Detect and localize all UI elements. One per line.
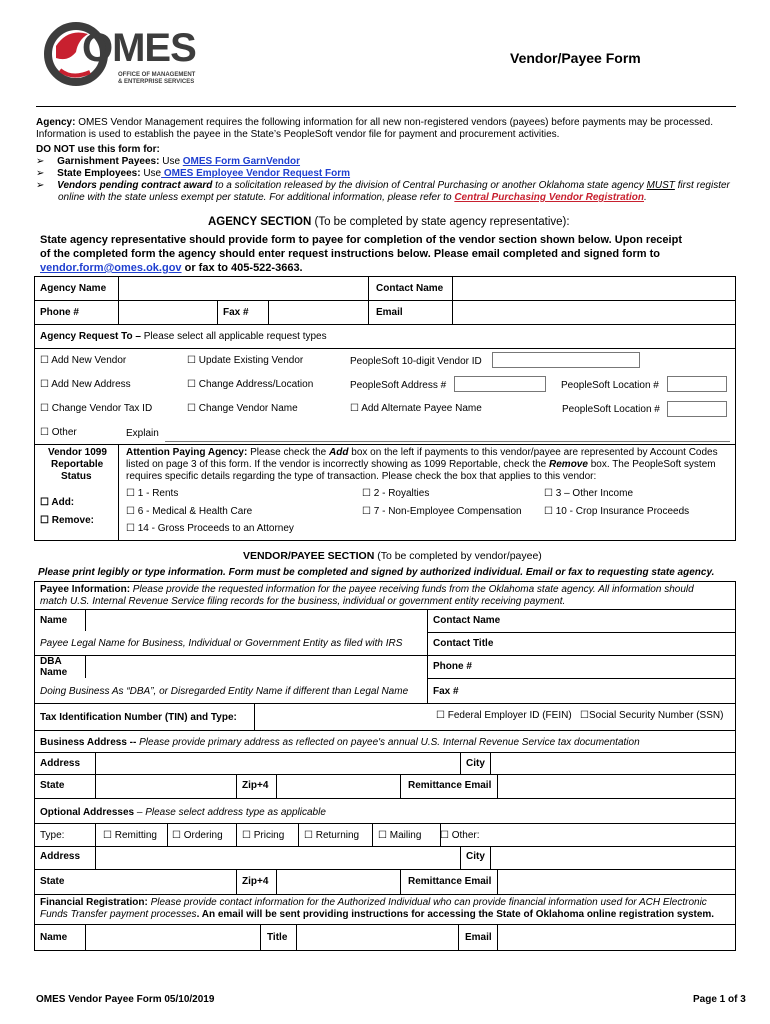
payee-fax-label: Fax # bbox=[433, 686, 459, 697]
contact-name-label: Contact Name bbox=[376, 283, 444, 294]
page-title: Vendor/Payee Form bbox=[510, 50, 641, 66]
dba-name-input[interactable] bbox=[86, 656, 426, 677]
payee-phone-label: Phone # bbox=[433, 661, 472, 672]
business-state-input[interactable] bbox=[96, 775, 236, 798]
remove-1099-checkbox[interactable]: ☐ Remove: bbox=[40, 515, 94, 526]
nonemployee-comp-checkbox[interactable]: ☐ 7 - Non-Employee Compensation bbox=[362, 506, 522, 517]
phone-label: Phone # bbox=[40, 307, 79, 318]
agency-intro-2: Information is used to establish the payee in the State’s PeopleSoft vendor file for payment and procurement activities. bbox=[36, 129, 560, 140]
business-zip-input[interactable] bbox=[277, 775, 400, 798]
explain-input[interactable] bbox=[165, 426, 730, 442]
fin-title-label: Title bbox=[267, 932, 288, 943]
fin-email-label: Email bbox=[465, 932, 492, 943]
dba-note: Doing Business As “DBA”, or Disregarded Entity Name if different than Legal Name bbox=[40, 686, 409, 697]
vendor-1099-label-1: Vendor 1099 bbox=[48, 447, 107, 458]
optional-address-input[interactable] bbox=[96, 847, 460, 868]
crop-insurance-checkbox[interactable]: ☐ 10 - Crop Insurance Proceeds bbox=[544, 506, 690, 517]
tin-label: Tax Identification Number (TIN) and Type: bbox=[40, 712, 237, 723]
dba-name-label: Name bbox=[40, 667, 68, 678]
business-city-input[interactable] bbox=[491, 753, 735, 774]
add-alternate-payee-checkbox[interactable]: ☐ Add Alternate Payee Name bbox=[350, 403, 482, 414]
attention-line-2: listed on page 3 of this form. If the vendor is incorrectly showing as 1099 Reportable, check the Remove box. The PeopleSoft system bbox=[126, 459, 716, 470]
zip-label: Zip+4 bbox=[242, 780, 269, 791]
other-request-checkbox[interactable]: ☐ Other bbox=[40, 427, 77, 438]
agency-instructions-2: of the completed form the agency should enter request instructions below. Please email completed and signed form to bbox=[40, 248, 660, 260]
payee-name-label: Name bbox=[40, 615, 68, 626]
fin-email-input[interactable] bbox=[498, 925, 735, 950]
change-address-checkbox[interactable]: ☐ Change Address/Location bbox=[187, 379, 314, 390]
rents-checkbox[interactable]: ☐ 1 - Rents bbox=[126, 488, 179, 499]
logo-subtitle-2: & ENTERPRISE SERVICES bbox=[118, 79, 195, 85]
optional-address-label: Address bbox=[40, 851, 81, 862]
optional-state-input[interactable] bbox=[96, 870, 236, 893]
state-employees-item: ➢ State Employees: Use OMES Employee Vendor Request Form bbox=[36, 168, 351, 179]
contact-title-label: Contact Title bbox=[433, 638, 494, 649]
attention-paying-agency: Attention Paying Agency: Please check the Add box on the left if payments to this vendor/payee are represented by Account Codes bbox=[126, 447, 718, 458]
fin-name-input[interactable] bbox=[86, 925, 260, 950]
agency-intro: Agency: OMES Vendor Management requires the following information for all new non-registered vendors (payees) before payments may be processed. bbox=[36, 117, 714, 128]
address-label: Address bbox=[40, 758, 81, 769]
payee-information-text: Payee Information: Please provide the requested information for the payee receiving funds from the Oklahoma state agency. All information should bbox=[40, 584, 694, 595]
payee-name-input[interactable] bbox=[86, 610, 426, 631]
payee-contact-name-input[interactable] bbox=[505, 610, 735, 631]
mailing-checkbox[interactable]: ☐ Mailing bbox=[378, 830, 422, 841]
gross-proceeds-checkbox[interactable]: ☐ 14 - Gross Proceeds to an Attorney bbox=[126, 523, 294, 534]
fin-title-input[interactable] bbox=[297, 925, 458, 950]
change-vendor-tax-id-checkbox[interactable]: ☐ Change Vendor Tax ID bbox=[40, 403, 153, 414]
optional-addresses-heading: Optional Addresses – Please select address type as applicable bbox=[40, 807, 326, 818]
business-address-heading: Business Address -- Please provide primary address as reflected on payee's annual U.S. Internal Revenue Service tax documentation bbox=[40, 737, 640, 748]
financial-registration-text: Financial Registration: Please provide contact information for the Authorized Individual who can provide financial information used for ACH Electronic bbox=[40, 897, 707, 908]
update-existing-vendor-checkbox[interactable]: ☐ Update Existing Vendor bbox=[187, 355, 304, 366]
agency-email-input[interactable] bbox=[453, 301, 735, 324]
vendor-1099-label-2: Reportable bbox=[51, 459, 104, 470]
garnvendor-link[interactable]: OMES Form GarnVendor bbox=[182, 156, 301, 167]
fax-label: Fax # bbox=[223, 307, 249, 318]
remitting-checkbox[interactable]: ☐ Remitting bbox=[103, 830, 157, 841]
optional-city-label: City bbox=[466, 851, 485, 862]
agency-contact-name-input[interactable] bbox=[453, 277, 735, 300]
vendors-pending-line2: online with the state unless exempt per statute. For additional information, please refer to Central Purchasing Vendor Registration. bbox=[58, 192, 647, 203]
contact-title-input[interactable] bbox=[505, 633, 735, 654]
ps-location-input-2[interactable] bbox=[667, 401, 727, 417]
other-address-type-input[interactable] bbox=[482, 824, 735, 845]
medical-checkbox[interactable]: ☐ 6 - Medical & Health Care bbox=[126, 506, 253, 517]
ps-location-label: PeopleSoft Location # bbox=[561, 380, 659, 391]
logo-subtitle-1: OFFICE OF MANAGEMENT bbox=[118, 72, 196, 78]
legal-name-note: Payee Legal Name for Business, Individual or Government Entity as filed with IRS bbox=[40, 638, 403, 649]
ps-location-label-2: PeopleSoft Location # bbox=[562, 404, 660, 415]
agency-instructions-3: vendor.form@omes.ok.gov or fax to 405-522-3663. bbox=[40, 262, 303, 274]
business-address-input[interactable] bbox=[96, 753, 460, 774]
fin-name-label: Name bbox=[40, 932, 68, 943]
add-1099-checkbox[interactable]: ☐ Add: bbox=[40, 497, 75, 508]
optional-remit-email-label: Remittance Email bbox=[408, 876, 492, 887]
city-label: City bbox=[466, 758, 485, 769]
ssn-checkbox[interactable]: ☐Social Security Number (SSN) bbox=[580, 710, 724, 721]
ps-address-label: PeopleSoft Address # bbox=[350, 380, 447, 391]
cpvr-link[interactable]: Central Purchasing Vendor Registration bbox=[454, 192, 644, 203]
optional-zip-input[interactable] bbox=[277, 870, 400, 893]
pricing-checkbox[interactable]: ☐ Pricing bbox=[242, 830, 285, 841]
attention-line-3: requires specific details regarding the type of transaction. Please check the box that applies to this vendor: bbox=[126, 471, 597, 482]
change-vendor-name-checkbox[interactable]: ☐ Change Vendor Name bbox=[187, 403, 298, 414]
logo-text: OMES bbox=[82, 26, 196, 70]
payee-phone-input[interactable] bbox=[480, 656, 735, 677]
email-label: Email bbox=[376, 307, 403, 318]
agency-request-label: Agency Request To – Please select all applicable request types bbox=[40, 331, 327, 342]
vendor-form-email-link[interactable]: vendor.form@omes.ok.gov bbox=[40, 262, 182, 274]
ps-address-input[interactable] bbox=[454, 376, 546, 392]
royalties-checkbox[interactable]: ☐ 2 - Royalties bbox=[362, 488, 430, 499]
add-new-address-checkbox[interactable]: ☐ Add New Address bbox=[40, 379, 131, 390]
agency-section-heading: AGENCY SECTION (To be completed by state agency representative): bbox=[208, 216, 570, 228]
returning-checkbox[interactable]: ☐ Returning bbox=[304, 830, 360, 841]
vendor-section-heading: VENDOR/PAYEE SECTION (To be completed by vendor/payee) bbox=[243, 550, 542, 562]
other-address-checkbox[interactable]: ☐ Other: bbox=[440, 830, 480, 841]
ps-vendor-id-label: PeopleSoft 10-digit Vendor ID bbox=[350, 356, 482, 367]
explain-label: Explain bbox=[126, 428, 159, 439]
type-label: Type: bbox=[40, 830, 65, 841]
do-not-use-heading: DO NOT use this form for: bbox=[36, 144, 160, 155]
tin-input[interactable] bbox=[255, 704, 425, 729]
financial-registration-text-2: Funds Transfer payment processes. An email will be sent providing instructions for accessing the State of Oklahoma online registration system. bbox=[40, 909, 715, 920]
vendor-print-note: Please print legibly or type information. Form must be completed and signed by authorized individual. Email or fax to requesting state agency. bbox=[38, 567, 715, 578]
dba-label: DBA bbox=[40, 656, 62, 667]
ps-vendor-id-input[interactable] bbox=[492, 352, 640, 368]
vendor-1099-label-3: Status bbox=[61, 471, 92, 482]
footer-form-id: OMES Vendor Payee Form 05/10/2019 bbox=[36, 994, 215, 1005]
agency-phone-input[interactable] bbox=[119, 301, 217, 324]
payee-information-text-2: match U.S. Internal Revenue Service filing records for the business, individual or government entity receiving payment. bbox=[40, 596, 566, 607]
header-divider bbox=[36, 106, 736, 107]
ordering-checkbox[interactable]: ☐ Ordering bbox=[172, 830, 223, 841]
vendors-pending-item: ➢ Vendors pending contract award to a solicitation released by the division of Central Purchasing or another Oklahoma state agency MUST first register bbox=[36, 180, 730, 191]
bullet-arrow-icon: ➢ bbox=[36, 168, 45, 179]
omes-logo bbox=[38, 18, 238, 98]
agency-name-input[interactable] bbox=[119, 277, 368, 300]
agency-instructions-1: State agency representative should provide form to payee for completion of the vendor section shown below. Upon receipt bbox=[40, 234, 682, 246]
optional-zip-label: Zip+4 bbox=[242, 876, 269, 887]
ps-location-input[interactable] bbox=[667, 376, 727, 392]
optional-remit-email-input[interactable] bbox=[498, 870, 735, 893]
fein-checkbox[interactable]: ☐ Federal Employer ID (FEIN) bbox=[436, 710, 572, 721]
bullet-arrow-icon: ➢ bbox=[36, 156, 45, 167]
garnishment-item: ➢ Garnishment Payees: Use OMES Form GarnVendor bbox=[36, 156, 301, 167]
agency-name-label: Agency Name bbox=[40, 283, 107, 294]
remittance-email-label: Remittance Email bbox=[408, 780, 492, 791]
payee-contact-name-label: Contact Name bbox=[433, 615, 501, 626]
agency-fax-input[interactable] bbox=[269, 301, 368, 324]
employee-vendor-link[interactable]: OMES Employee Vendor Request Form bbox=[161, 168, 351, 179]
other-income-checkbox[interactable]: ☐ 3 – Other Income bbox=[544, 488, 634, 499]
business-remit-email-input[interactable] bbox=[498, 775, 735, 798]
footer-page-number: Page 1 of 3 bbox=[693, 994, 746, 1005]
payee-fax-input[interactable] bbox=[470, 679, 735, 702]
add-new-vendor-checkbox[interactable]: ☐ Add New Vendor bbox=[40, 355, 127, 366]
state-label: State bbox=[40, 780, 65, 791]
optional-city-input[interactable] bbox=[491, 847, 735, 868]
optional-state-label: State bbox=[40, 876, 65, 887]
bullet-arrow-icon: ➢ bbox=[36, 180, 45, 191]
